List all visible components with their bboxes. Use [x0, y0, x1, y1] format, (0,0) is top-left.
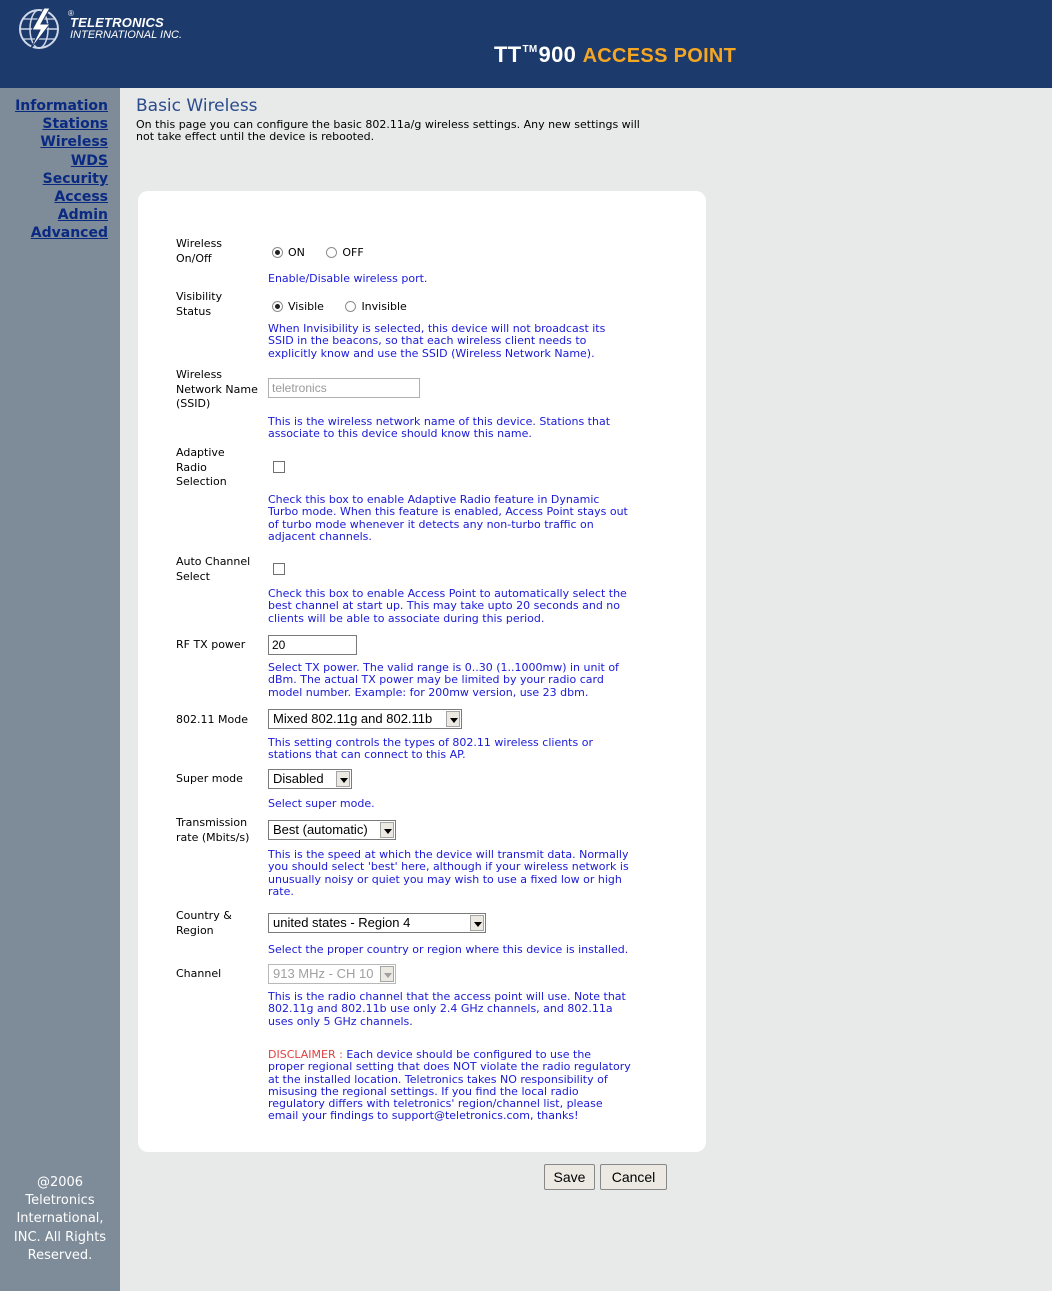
mode-80211-label: 802.11 Mode [176, 713, 248, 726]
page-title: Basic Wireless [136, 96, 258, 116]
label-line: On/Off [176, 251, 212, 265]
mode-80211-help [268, 737, 668, 762]
wireless-onoff-label [176, 237, 222, 266]
help-line: SSID in the beacons, so that each wireless client needs to [268, 334, 587, 348]
disclaimer-text: Each device should be configured to use the [342, 1048, 592, 1061]
help-line: stations that can connect to this AP. [268, 748, 466, 762]
wireless-onoff-radio-group [272, 245, 382, 259]
label-line: Country & [176, 909, 232, 922]
copyright-line: @2006 [36, 1175, 84, 1190]
visibility-visible-label: Visible [288, 299, 324, 313]
auto-channel-help [268, 588, 668, 625]
channel-select[interactable] [268, 964, 396, 984]
help-line: best channel at start up. This may take upto 20 seconds and no [268, 599, 620, 613]
disclaimer-line: misusing the regional settings. If you find the local radio [268, 1084, 579, 1098]
label-line: Network Name [176, 382, 258, 396]
help-line: clients will be able to associate during this period. [268, 611, 545, 625]
label-line: Transmission [176, 816, 248, 829]
adaptive-radio-help [268, 494, 668, 543]
help-line: model number. Example: for 200mw version, use 23 dbm. [268, 685, 589, 699]
help-line: When Invisibility is selected, this device will not broadcast its [268, 322, 606, 335]
adaptive-radio-checkbox[interactable] [273, 461, 285, 473]
copyright-line: Reserved. [27, 1247, 93, 1263]
help-line: rate. [268, 884, 294, 898]
ssid-label [176, 368, 258, 412]
sidebar-item-information[interactable]: Information [15, 98, 108, 114]
visibility-status-label [176, 290, 222, 319]
intro-line: On this page you can configure the basic 802.11a/g wireless settings. Any new settings will [136, 118, 640, 131]
disclaimer-line: regulatory differs with teletronics' region/channel list, please [268, 1097, 603, 1111]
sidebar-nav [0, 97, 108, 243]
chevron-down-icon[interactable] [470, 915, 484, 931]
disclaimer-line: at the installed location. Teletronics takes NO responsibility of [268, 1072, 608, 1086]
ssid-help [268, 416, 668, 441]
help-line: of turbo mode whenever it detects any non-turbo traffic on [268, 517, 594, 531]
disclaimer-line: proper regional setting that does NOT violate the radio regulatory [268, 1060, 631, 1074]
channel-help [268, 991, 668, 1028]
help-line: explicitly know and use the SSID (Wireless Network Name). [268, 346, 595, 360]
mode-80211-value: Mixed 802.11g and 802.11b [273, 711, 433, 726]
help-line: uses only 5 GHz channels. [268, 1014, 413, 1028]
chevron-down-icon[interactable] [446, 711, 460, 727]
label-line: Region [176, 923, 214, 937]
label-line: rate (Mbits/s) [176, 830, 250, 844]
wireless-on-label: ON [288, 245, 305, 259]
tx-rate-label [176, 816, 249, 845]
label-line: Adaptive [176, 446, 225, 459]
sidebar-item-access[interactable]: Access [54, 189, 108, 206]
auto-channel-checkbox[interactable] [273, 563, 285, 575]
copyright-line: International, [16, 1211, 104, 1227]
label-line: Wireless [176, 368, 223, 381]
help-line: 802.11g and 802.11b use only 2.4 GHz channels, and 802.11a [268, 1002, 613, 1016]
intro-line: not take effect until the device is rebooted. [136, 130, 375, 143]
tx-rate-help [268, 849, 668, 898]
disclaimer-line: email your findings to support@teletronics.com, thanks! [268, 1109, 579, 1123]
sidebar-item-wireless[interactable]: Wireless [40, 134, 108, 151]
visibility-invisible-radio[interactable] [345, 301, 356, 312]
rf-tx-power-help [268, 662, 668, 699]
label-line: (SSID) [176, 397, 211, 410]
logo-line-1: TELETRONICS [70, 15, 164, 30]
super-mode-select[interactable] [268, 769, 352, 789]
disclaimer-prefix: DISCLAIMER : [268, 1048, 343, 1061]
label-line: Selection [176, 475, 227, 488]
help-line: associate to this device should know this name. [268, 427, 532, 441]
sidebar-item-security[interactable]: Security [42, 170, 108, 187]
help-line: This is the radio channel that the access point will use. Note that [268, 990, 626, 1003]
rf-tx-power-label: RF TX power [176, 638, 246, 651]
help-line: This setting controls the types of 802.11 wireless clients or [268, 736, 593, 749]
save-button[interactable]: Save [544, 1164, 595, 1190]
tx-rate-value: Best (automatic) [273, 822, 368, 837]
chevron-down-icon[interactable] [380, 822, 394, 838]
label-line: Select [176, 569, 210, 583]
help-line: Select TX power. The valid range is 0..30 (1..1000mw) in unit of [268, 661, 619, 674]
help-line: This is the wireless network name of this device. Stations that [268, 415, 611, 428]
help-line: Check this box to enable Access Point to automatically select the [268, 587, 627, 600]
visibility-visible-radio[interactable] [272, 301, 283, 312]
chevron-down-icon[interactable] [380, 966, 394, 982]
help-line: dBm. The actual TX power may be limited by your radio card [268, 673, 604, 687]
visibility-invisible-label: Invisible [361, 299, 407, 313]
label-line: Visibility [176, 290, 223, 303]
country-region-select[interactable] [268, 913, 486, 933]
label-line: Wireless [176, 237, 223, 250]
ssid-input[interactable]: teletronics [268, 378, 420, 398]
country-region-value: united states - Region 4 [273, 915, 411, 930]
help-line: Turbo mode. When this feature is enabled, Access Point stays out [268, 505, 628, 519]
trademark-mark: TM [522, 44, 538, 55]
mode-80211-select[interactable] [268, 709, 462, 729]
wireless-onoff-help: Enable/Disable wireless port. [268, 272, 428, 285]
wireless-on-radio[interactable] [272, 247, 283, 258]
auto-channel-label [176, 555, 250, 584]
copyright-line: INC. All Rights [13, 1229, 107, 1245]
channel-label: Channel [176, 967, 222, 980]
product-accent: ACCESS POINT [582, 45, 737, 67]
wireless-off-radio[interactable] [326, 247, 337, 258]
help-line: adjacent channels. [268, 529, 372, 543]
teletronics-globe-logo-icon [12, 6, 66, 52]
adaptive-radio-label [176, 446, 227, 490]
copyright-notice [0, 1174, 120, 1265]
label-line: Status [176, 304, 212, 318]
cancel-button[interactable]: Cancel [600, 1164, 667, 1190]
product-prefix: TT [494, 42, 522, 67]
visibility-radio-group [272, 299, 425, 313]
sidebar [0, 88, 120, 1291]
label-line: Radio [176, 460, 207, 474]
copyright-line: Teletronics [25, 1193, 95, 1209]
registered-mark: ® [68, 9, 74, 18]
super-mode-label: Super mode [176, 772, 243, 785]
header-banner [0, 0, 1052, 88]
help-line: This is the speed at which the device will transmit data. Normally [268, 848, 629, 861]
country-region-help: Select the proper country or region where this device is installed. [268, 943, 629, 956]
sidebar-item-advanced[interactable]: Advanced [30, 225, 108, 242]
product-model: 900 [538, 42, 577, 67]
company-logo-text [68, 9, 183, 41]
sidebar-item-admin[interactable]: Admin [57, 207, 108, 224]
chevron-down-icon[interactable] [336, 771, 350, 787]
page-intro [136, 119, 696, 143]
disclaimer [268, 1049, 668, 1123]
help-line: you should select 'best' here, although if your wireless network is [268, 860, 629, 874]
logo-line-2: INTERNATIONAL INC. [70, 29, 183, 41]
help-line: Check this box to enable Adaptive Radio feature in Dynamic [268, 493, 600, 506]
product-title [494, 42, 736, 68]
country-region-label [176, 909, 232, 938]
visibility-help [268, 323, 668, 360]
sidebar-item-stations[interactable]: Stations [42, 116, 108, 133]
rf-tx-power-input[interactable]: 20 [268, 635, 357, 655]
tx-rate-select[interactable] [268, 820, 396, 840]
channel-value: 913 MHz - CH 10 [273, 966, 374, 981]
label-line: Auto Channel [176, 555, 251, 568]
sidebar-item-wds[interactable]: WDS [70, 152, 108, 169]
wireless-off-label: OFF [342, 245, 364, 259]
super-mode-value: Disabled [273, 771, 324, 786]
super-mode-help: Select super mode. [268, 797, 375, 810]
help-line: unusually noisy or quiet you may wish to use a fixed low or high [268, 872, 622, 886]
